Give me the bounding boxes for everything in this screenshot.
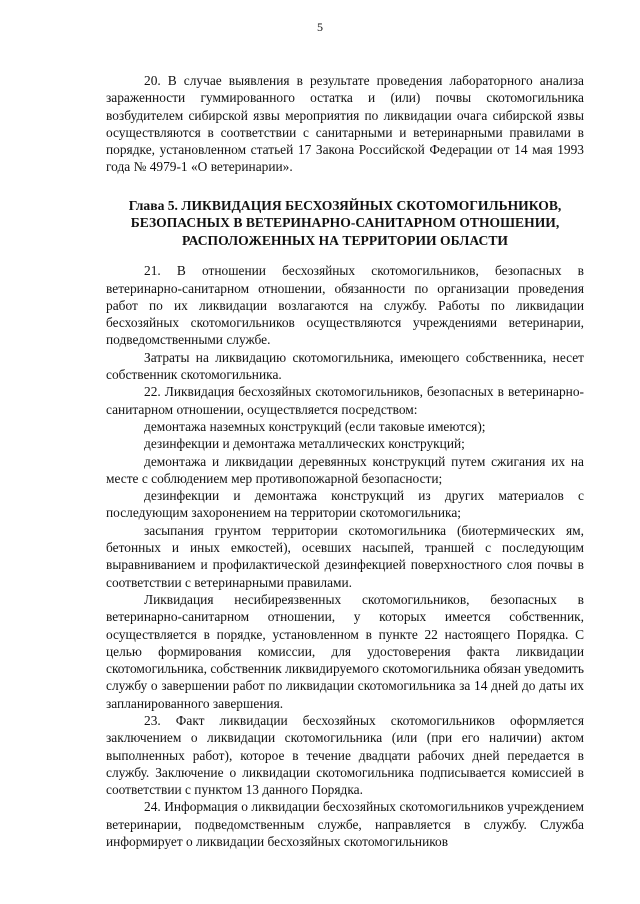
measure-item: дезинфекции и демонтажа конструкций из других материалов с последующим захоронением на территории скотомогильника;: [106, 488, 584, 521]
chapter-heading-line-1: Глава 5. ЛИКВИДАЦИЯ БЕСХОЗЯЙНЫХ СКОТОМОГИЛЬНИКОВ,: [128, 197, 562, 213]
measure-item: засыпания грунтом территории скотомогильника (биотермических ям, бетонных и иных емкостей), осевших насыпей, траншей с последующим выравниванием и профилактической дезинфекцией поверхностного слоя почвы в соответствии с ветеринарными правилами.: [106, 522, 584, 590]
paragraph-21: 21. В отношении бесхозяйных скотомогильников, безопасных в ветеринарно-санитарном отношении, обязанности по организации проведения работ по их ликвидации возлагаются на службу. Работы по ликвидации бесхозяйных скотомогильников осуществляются учреждениями ветеринарии, подведомственными службе.: [106, 263, 584, 348]
costs-paragraph: Затраты на ликвидацию скотомогильника, имеющего собственника, несет собственник скотомогильника.: [106, 349, 584, 383]
chapter-heading-line-2: БЕЗОПАСНЫХ В ВЕТЕРИНАРНО-САНИТАРНОМ ОТНОШЕНИИ,: [130, 215, 560, 231]
document-body: [106, 72, 584, 850]
paragraph-24: 24. Информация о ликвидации бесхозяйных скотомогильников учреждением ветеринарии, подведомственным службе, направляется в службу. Служба информирует о ликвидации бесхозяйных скотомогильников: [106, 799, 584, 850]
paragraph-20: 20. В случае выявления в результате проведения лабораторного анализа зараженности гуммированного остатка и (или) почвы скотомогильника возбудителем сибирской язвы мероприятия по ликвидации очага сибирской язвы осуществляются в соответствии с санитарными и ветеринарными правилами в порядке, установленном статьей 17 Закона Российской Федерации от 14 мая 1993 года № 4979-1 «О ветеринарии».: [106, 73, 584, 175]
paragraph-23: 23. Факт ликвидации бесхозяйных скотомогильников оформляется заключением о ликвидации скотомогильника (или (при его наличии) актом выполненных работ), которое в течение двадцати рабочих дней передается в службу. Заключение о ликвидации скотомогильника подписывается комиссией в соответствии с пунктом 13 данного Порядка.: [106, 713, 584, 798]
owned-liquidation-paragraph: Ликвидация несибиреязвенных скотомогильников, безопасных в ветеринарно-санитарном отношении, у которых имеется собственник, осуществляется в порядке, установленном в пункте 22 настоящего Порядка. С целью формирования комиссии, для удостоверения факта ликвидации скотомогильника, собственник ликвидируемого скотомогильника обязан уведомить службу о завершении работ по ликвидации скотомогильника за 14 дней до даты их запланированного завершения.: [106, 591, 584, 711]
measure-item: дезинфекции и демонтажа металлических конструкций;: [144, 436, 465, 452]
chapter-heading: [106, 197, 584, 250]
page-number: 5: [317, 20, 323, 34]
chapter-heading-line-3: РАСПОЛОЖЕННЫХ НА ТЕРРИТОРИИ ОБЛАСТИ: [182, 232, 508, 248]
measure-item: демонтажа и ликвидации деревянных конструкций путем сжигания их на месте с соблюдением мер противопожарной безопасности;: [106, 453, 584, 486]
paragraph-22: 22. Ликвидация бесхозяйных скотомогильников, безопасных в ветеринарно-санитарном отношении, осуществляется посредством:: [106, 384, 584, 417]
measure-item: демонтажа наземных конструкций (если таковые имеются);: [144, 418, 486, 434]
